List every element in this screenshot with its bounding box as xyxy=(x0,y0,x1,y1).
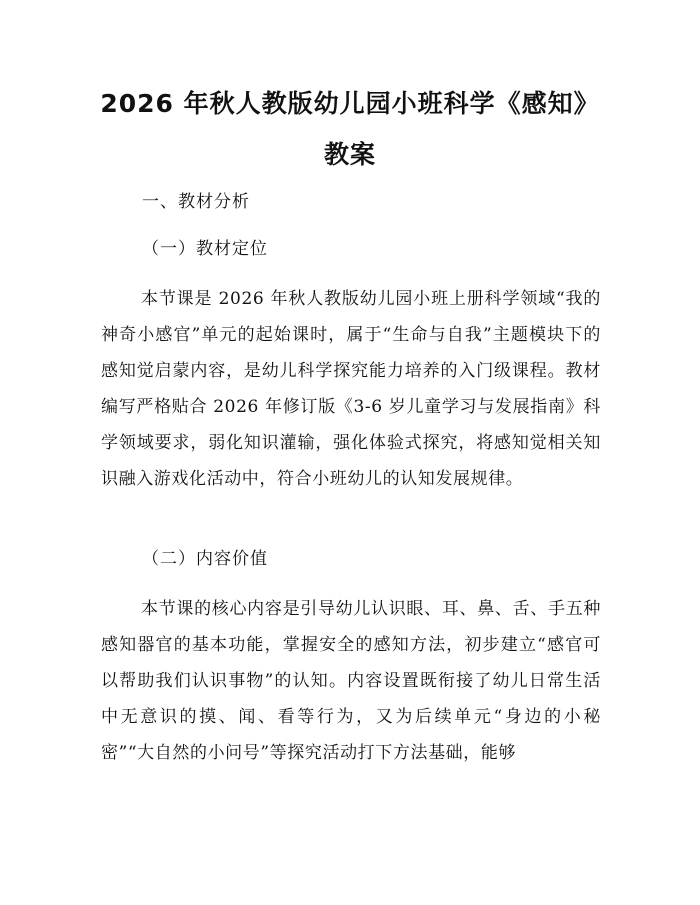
document-title: 2026 年秋人教版幼儿园小班科学《感知》教案 xyxy=(100,89,600,169)
subsection-heading-content-value: （二）内容价值 xyxy=(142,549,268,569)
subsection-heading-material-positioning: （一）教材定位 xyxy=(142,239,268,259)
paragraph-material-positioning: 本节课是 2026 年秋人教版幼儿园小班上册科学领域“我的神奇小感官”单元的起始课时，属于“生命与自我”主题模块下的感知觉启蒙内容，是幼儿科学探究能力培养的入门级课程。教材编写严格贴合 2026 年修订版《3-6 岁儿童学习与发展指南》科学领域要求，弱化知识灌输，强化体验式探究，将感知觉相关知识融入游戏化活动中，符合小班幼儿的认知发展规律。 xyxy=(101,289,601,489)
section-heading-teaching-material-analysis: 一、教材分析 xyxy=(142,192,250,212)
paragraph-content-value: 本节课的核心内容是引导幼儿认识眼、耳、鼻、舌、手五种感知器官的基本功能，掌握安全的感知方法，初步建立“感官可以帮助我们认识事物”的认知。内容设置既衔接了幼儿日常生活中无意识的摸、闻、看等行为，又为后续单元“身边的小秘密”“大自然的小问号”等探究活动打下方法基础，能够 xyxy=(101,599,601,763)
